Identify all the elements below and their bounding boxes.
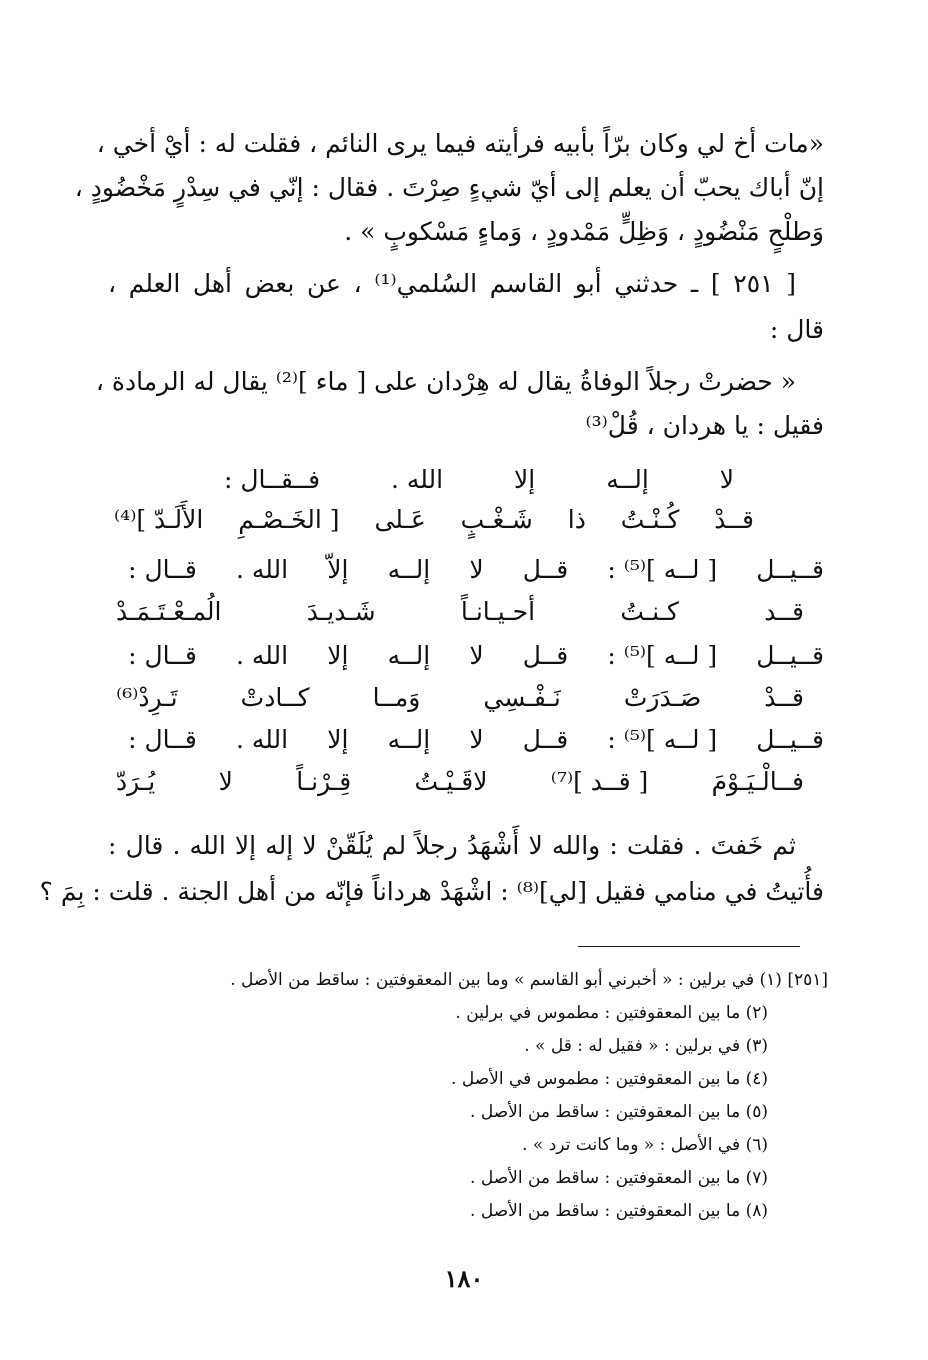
verse-word: إلــه [387, 555, 431, 584]
verse-word: كـنـتُ [620, 597, 679, 626]
verse-word: الله . [390, 465, 444, 494]
verse-word: قــل [522, 641, 569, 670]
verse-word: يُـرَدّ [116, 767, 156, 796]
verse-line [128, 720, 824, 760]
verse-line [224, 460, 734, 500]
verse-word: قــيــل [756, 555, 824, 584]
verse-word: إلا [514, 465, 536, 494]
verse-word: الأَلَـدّ ]⁽⁴⁾ [114, 505, 204, 534]
verse-word: قِـرْنـاً [296, 767, 352, 796]
verse-line [128, 550, 824, 590]
footnote-item: (٤) ما بين المعقوفتين : مطموس في الأصل . [451, 1069, 768, 1089]
verse-line [114, 500, 754, 540]
verse-word: عَـلى [374, 505, 426, 534]
verse-word: [ الخَـصْـمِ [238, 505, 340, 534]
footnote-divider [578, 946, 800, 947]
verse-word: نَـفْـسِي [483, 683, 561, 712]
verse-word: قــيــل [756, 641, 824, 670]
verse-word: صَـدَرَتْ [623, 683, 702, 712]
verse-word: [ قــد ]⁽⁷⁾ [550, 767, 649, 796]
verse-word: قــل [522, 725, 569, 754]
footnote-item: (٨) ما بين المعقوفتين : ساقط من الأصل . [470, 1201, 768, 1221]
footnote-item: (٣) في برلين : « فقيل له : قل » . [524, 1036, 768, 1056]
verse-word: شَـديـدَ [306, 597, 376, 626]
text-line: قال : [769, 315, 824, 344]
verse-word: قــال : [128, 555, 197, 584]
verse-word: وَمــا [372, 683, 421, 712]
verse-line [128, 636, 824, 676]
verse-word: لا [469, 725, 484, 754]
verse-word: الله . [235, 555, 289, 584]
verse-word: إلــه [606, 465, 649, 494]
verse-word: تَـرِدْ⁽⁶⁾ [116, 683, 178, 712]
verse-word: فــالْـيَـوْمَ [711, 767, 804, 796]
footnote-item: [٢٥١] (١) في برلين : « أخبرني أبو القاسم » وما بين المعقوفتين : ساقط من الأصل . [230, 970, 828, 990]
footnote-item: (٢) ما بين المعقوفتين : مطموس في برلين . [455, 1003, 768, 1023]
verse-word: لا [218, 767, 233, 796]
verse-word: قــال : [128, 641, 197, 670]
text-line: «مات أخ لي وكان برّاً بأبيه فرأيته فيما يرى النائم ، فقلت له : أيْ أخي ، [96, 129, 824, 158]
verse-word: إلاّ [327, 555, 349, 584]
verse-word: إلا [327, 725, 349, 754]
verse-word: كُـنْـتُ [620, 505, 680, 534]
verse-word: لا [469, 641, 484, 670]
verse-line [116, 762, 804, 802]
verse-word: الله . [235, 725, 289, 754]
verse-word: لا [719, 465, 734, 494]
verse-word: قــد [764, 597, 804, 626]
footnote-item: (٦) في الأصل : « وما كانت ترد » . [522, 1135, 768, 1155]
verse-word: الُمـعْـتَـمَـدْ [116, 597, 222, 626]
verse-word: قــال : [128, 725, 197, 754]
verse-word: شَـغْـبٍ [460, 505, 533, 534]
verse-word: قــدْ [764, 683, 804, 712]
verse-word: لاقَـيْـتُ [414, 767, 488, 796]
verse-word: ذا [567, 505, 586, 534]
verse-word: [ لــه ]⁽⁵⁾ : [607, 725, 718, 754]
verse-word: إلــه [387, 725, 431, 754]
verse-word: قــدْ [714, 505, 754, 534]
verse-word: لا [469, 555, 484, 584]
verse-word: أحـيـانـاً [460, 597, 536, 626]
verse-line [116, 592, 804, 632]
verse-word: [ لــه ]⁽⁵⁾ : [607, 641, 718, 670]
verse-word: فــقــال : [224, 465, 321, 494]
text-line: « حضرتْ رجلاً الوفاةُ يقال له هِرْدان على [ ماء ]⁽²⁾ يقال له الرمادة ، [95, 367, 796, 396]
text-line: إنّ أباك يحبّ أن يعلم إلى أيّ شيءٍ صِرْتَ . فقال : إنّي في سِدْرٍ مَخْضُودٍ ، [74, 173, 824, 202]
text-line: وَطلْحٍ مَنْضُودٍ ، وَظِلٍّ مَمْدودٍ ، وَماءٍ مَسْكوبٍ » . [344, 217, 824, 246]
verse-line [116, 678, 804, 718]
text-line: ثم خَفتَ . فقلت : والله لا أَشْهَدُ رجلاً لم يُلَقّنْ لا إله إلا الله . قال : [108, 831, 796, 860]
verse-word: [ لــه ]⁽⁵⁾ : [607, 555, 718, 584]
verse-word: كــادتْ [240, 683, 310, 712]
text-line: فقيل : يا هردان ، قُلْ⁽³⁾ [585, 411, 824, 440]
text-line: [ ٢٥١ ] ـ حدثني أبو القاسم السُلمي⁽¹⁾ ، عن بعض أهل العلم ، [108, 269, 797, 298]
verse-word: قــيــل [756, 725, 824, 754]
verse-word: قــل [522, 555, 569, 584]
verse-word: إلا [327, 641, 349, 670]
text-line: فأُتيتُ في منامي فقيل [لي]⁽⁸⁾ : اشْهَدْ هرداناً فإنّه من أهل الجنة . قلت : بِمَ ؟ [39, 877, 824, 906]
page-number: ١٨٠ [444, 1264, 484, 1293]
verse-word: الله . [235, 641, 289, 670]
verse-word: إلــه [387, 641, 431, 670]
footnote-item: (٧) ما بين المعقوفتين : ساقط من الأصل . [470, 1168, 768, 1188]
footnote-item: (٥) ما بين المعقوفتين : ساقط من الأصل . [470, 1102, 768, 1122]
